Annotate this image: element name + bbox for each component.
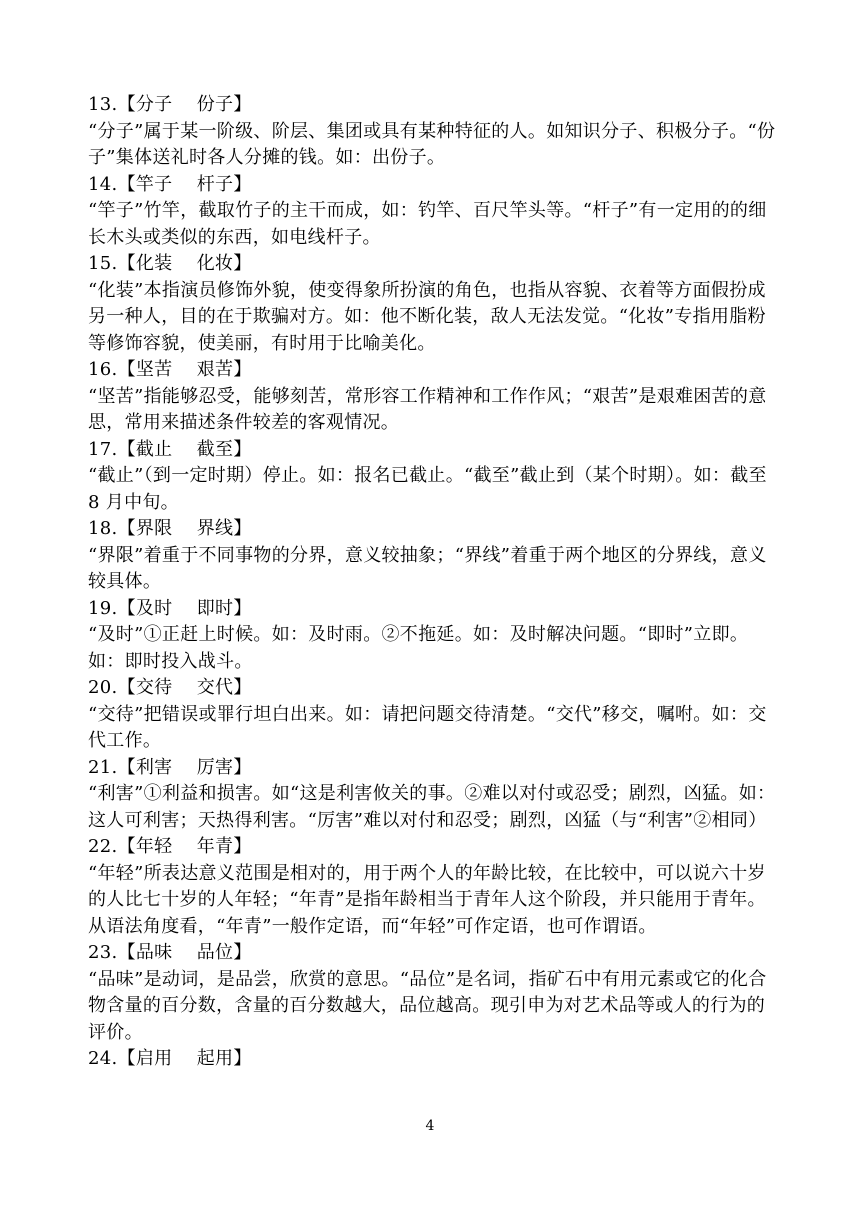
entry-text: “利害”①利益和损害。如“这是利害攸关的事。②难以对付或忍受；剧烈，凶猛。如：这人可利害；天热得利害。“厉害”难以对付和忍受；剧烈，凶猛（与“利害”②相同） <box>88 783 776 831</box>
entry-text: “竿子”竹竿，截取竹子的主干而成，如：钓竿、百尺竿头等。“杆子”有一定用的的细长木头或类似的东西，如电线杆子。 <box>88 200 767 248</box>
entry-heading: 17.【截止 截至】 <box>88 438 252 460</box>
entry-text: “界限”着重于不同事物的分界，意义较抽象；“界线”着重于两个地区的分界线，意义较具体。 <box>88 544 767 592</box>
entry-heading: 24.【启用 起用】 <box>88 1048 252 1069</box>
page-content <box>88 92 778 1073</box>
entry-heading: 22.【年轻 年青】 <box>88 836 252 857</box>
page-number: 4 <box>425 1118 435 1134</box>
entry-heading: 23.【品味 品位】 <box>88 942 252 963</box>
entry-heading: 19.【及时 即时】 <box>88 597 252 619</box>
entry-heading: 20.【交待 交代】 <box>88 677 252 698</box>
entry-heading: 18.【界限 界线】 <box>88 518 252 539</box>
entry-heading: 21.【利害 厉害】 <box>88 756 252 778</box>
entry-text: “年轻”所表达意义范围是相对的，用于两个人的年龄比较，在比较中，可以说六十岁的人比七十岁的人年轻；“年青”是指年龄相当于青年人这个阶段，并只能用于青年。从语法角度看，“年青”一般作定语，而“年轻”可作定语，也可作谓语。 <box>88 862 766 937</box>
entry-text: “坚苦”指能够忍受，能够刻苦，常形容工作精神和工作作风；“艰苦”是艰难困苦的意思，常用来描述条件较差的客观情况。 <box>88 385 767 433</box>
entry-text: “品味”是动词，是品尝，欣赏的意思。“品位”是名词，指矿石中有用元素或它的化合物含量的百分数，含量的百分数越大，品位越高。现引申为对艺术品等或人的行为的评价。 <box>88 968 767 1043</box>
entry-heading: 15.【化装 化妆】 <box>88 253 252 274</box>
entry-text: “分子”属于某一阶级、阶层、集团或具有某种特征的人。如知识分子、积极分子。“份子”集体送礼时各人分摊的钱。如：出份子。 <box>88 120 776 168</box>
entry-text: “及时”①正赶上时候。如：及时雨。②不拖延。如：及时解决问题。“即时”立即。如：即时投入战斗。 <box>88 624 749 672</box>
entry-text: “截止”（到一定时期）停止。如：报名已截止。“截至”截止到（某个时期）。如：截至 8 月中旬。 <box>88 465 767 513</box>
entry-heading: 13.【分子 份子】 <box>88 94 252 115</box>
entry-heading: 16.【坚苦 艰苦】 <box>88 359 252 380</box>
entry-heading: 14.【竿子 杆子】 <box>88 173 252 195</box>
entry-text: “交待”把错误或罪行坦白出来。如：请把问题交待清楚。“交代”移交，嘱咐。如：交代工作。 <box>88 703 767 751</box>
entry-text: “化装”本指演员修饰外貌，使变得象所扮演的角色，也指从容貌、衣着等方面假扮成另一种人，目的在于欺骗对方。如：他不断化装，敌人无法发觉。“化妆”专指用脂粉等修饰容貌，使美丽，有时用于比喻美化。 <box>88 279 766 354</box>
